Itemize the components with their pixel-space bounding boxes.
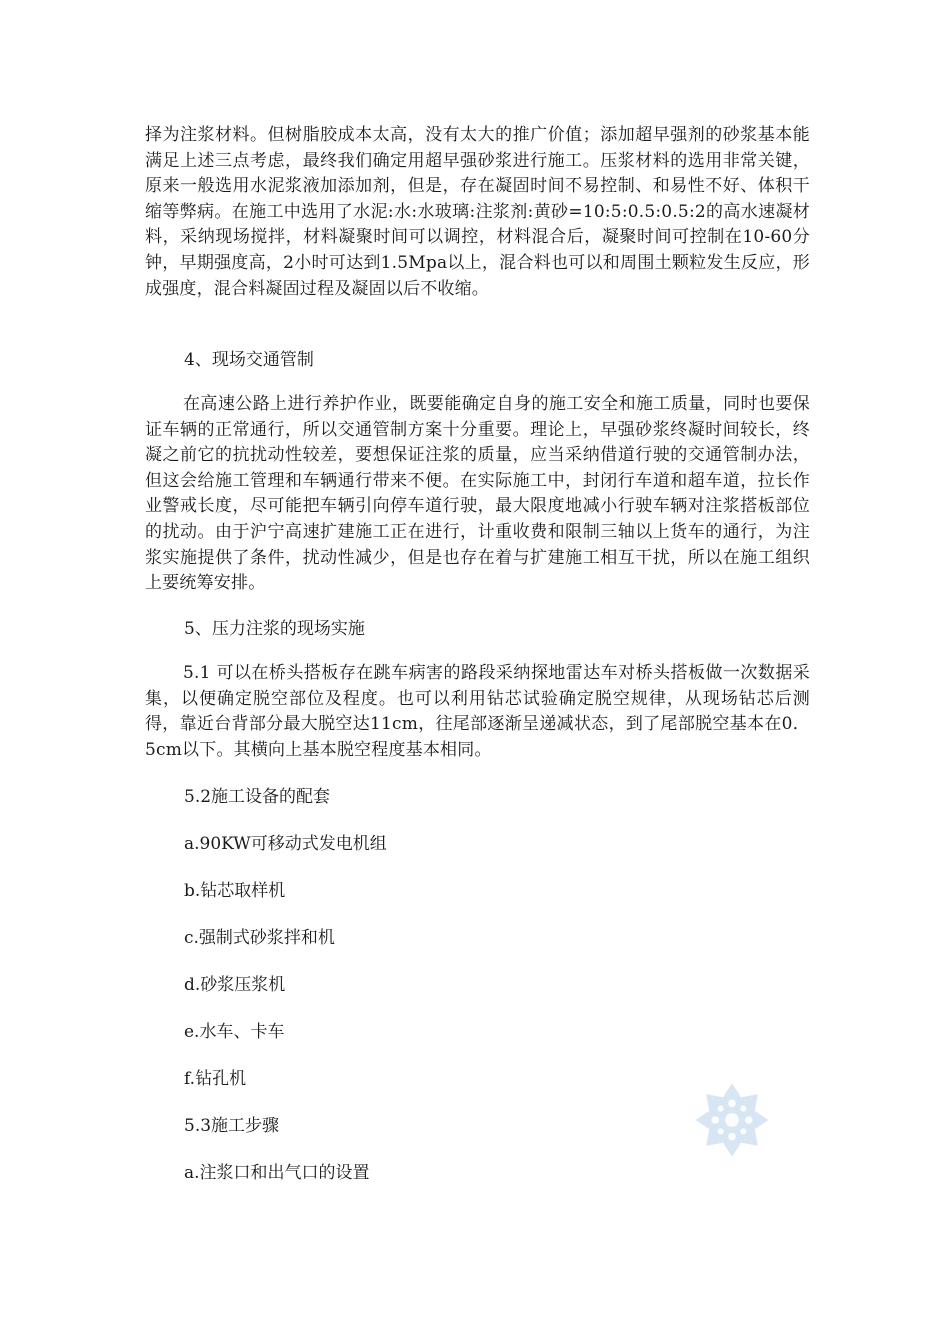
- heading-construction-steps: 5.3施工步骤: [184, 1116, 280, 1136]
- paragraph-5-1: 5.1 可以在桥头搭板存在跳车病害的路段采纳探地雷达车对桥头搭板做一次数据采集，以便确定脱空部位及程度。也可以利用钻芯试验确定脱空规律，从现场钻芯后测得，靠近台背部分最大脱空达11cm，往尾部逐渐呈递减状态，到了尾部脱空基本在0．5cm以下。其横向上基本脱空程度基本相同。: [145, 663, 810, 760]
- paragraph-traffic-control: 在高速公路上进行养护作业，既要能确定自身的施工安全和施工质量，同时也要保证车辆的正常通行，所以交通管制方案十分重要。理论上，早强砂浆终凝时间较长，终凝之前它的抗扰动性较差，要想保证注浆的质量，应当采纳借道行驶的交通管制办法，但这会给施工管理和车辆通行带来不便。在实际施工中，封闭行车道和超车道，拉长作业警戒长度，尽可能把车辆引向停车道行驶，最大限度地减小行驶车辆对注浆搭板部位的扰动。由于沪宁高速扩建施工正在进行，计重收费和限制三轴以上货车的通行，为注浆实施提供了条件，扰动性减少，但是也存在着与扩建施工相互干扰，所以在施工组织上要统筹安排。: [145, 394, 810, 594]
- equipment-item-d: d.砂浆压浆机: [184, 975, 286, 995]
- step-item-a: a.注浆口和出气口的设置: [184, 1163, 370, 1183]
- snowflake-seal-icon: [694, 1082, 770, 1158]
- heading-traffic-control: 4、现场交通管制: [184, 350, 314, 370]
- equipment-item-b: b.钻芯取样机: [184, 881, 286, 901]
- heading-pressure-grouting: 5、压力注浆的现场实施: [184, 619, 365, 639]
- equipment-item-a: a.90KW可移动式发电机组: [184, 834, 387, 854]
- heading-equipment: 5.2施工设备的配套: [184, 787, 331, 807]
- equipment-item-e: e.水车、卡车: [184, 1022, 285, 1042]
- equipment-item-c: c.强制式砂浆拌和机: [184, 928, 335, 948]
- equipment-item-f: f.钻孔机: [184, 1069, 247, 1089]
- paragraph-grouting-material: 择为注浆材料。但树脂胶成本太高，没有太大的推广价值；添加超早强剂的砂浆基本能满足上述三点考虑，最终我们确定用超早强砂浆进行施工。压浆材料的选用非常关键，原来一般选用水泥浆液加添加剂，但是，存在凝固时间不易控制、和易性不好、体积干缩等弊病。在施工中选用了水泥:水:水玻璃:注浆剂:黄砂=10:5:0.5:0.5:2的高水速凝材料，采纳现场搅拌，材料凝聚时间可以调控，材料混合后，凝聚时间可控制在10-60分钟，早期强度高，2小时可达到1.5Mpa以上，混合料也可以和周围土颗粒发生反应，形成强度，混合料凝固过程及凝固以后不收缩。: [145, 125, 810, 299]
